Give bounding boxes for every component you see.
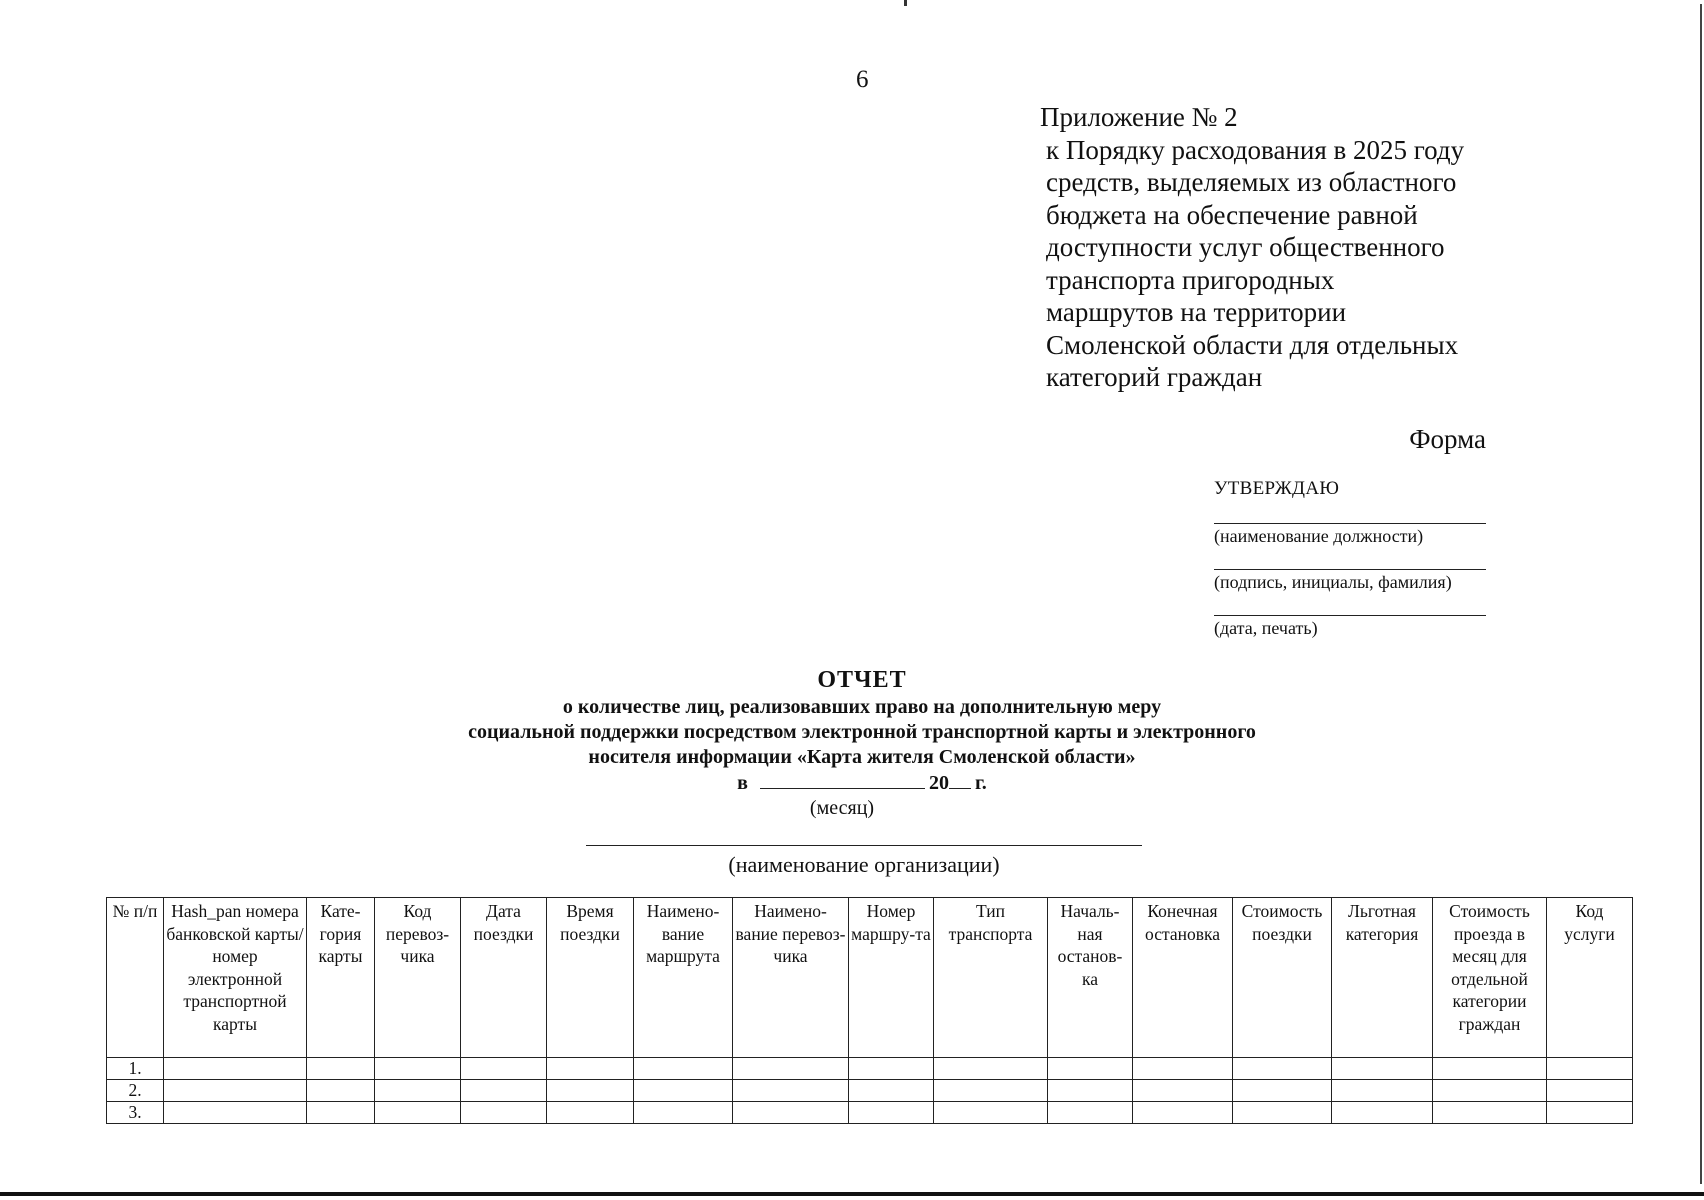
column-header: Тип транспорта (934, 898, 1048, 1058)
scan-edge-right (1700, 4, 1702, 1184)
report-period (380, 770, 1344, 796)
appendix-line: бюджета на обеспечение равной (1046, 199, 1418, 230)
column-header: Началь-ная останов-ка (1048, 898, 1133, 1058)
date-caption: (дата, печать) (1214, 618, 1318, 638)
table-row (107, 1058, 1633, 1080)
table-cell (1048, 1058, 1133, 1080)
month-blank (760, 770, 925, 789)
table-cell (461, 1058, 547, 1080)
table-header-row (107, 898, 1633, 1058)
date-line (1214, 615, 1486, 616)
month-caption: (месяц) (809, 797, 875, 819)
column-header: Наимено-вание маршрута (634, 898, 733, 1058)
table-cell (547, 1080, 634, 1102)
table-cell (1233, 1102, 1332, 1124)
row-number: 2. (107, 1080, 164, 1102)
table-cell (934, 1102, 1048, 1124)
period-prefix: в (737, 772, 748, 794)
table-cell (1048, 1080, 1133, 1102)
table-cell (934, 1058, 1048, 1080)
column-header: Дата поездки (461, 898, 547, 1058)
table-cell (375, 1058, 461, 1080)
column-header: Код перевоз-чика (375, 898, 461, 1058)
signature-line (1214, 569, 1486, 570)
table-cell (1433, 1102, 1547, 1124)
appendix-line: транспорта пригородных (1046, 264, 1335, 295)
row-number: 3. (107, 1102, 164, 1124)
table-cell (849, 1080, 934, 1102)
organization-line (586, 845, 1142, 846)
table-cell (1133, 1102, 1233, 1124)
appendix-line: средств, выделяемых из областного (1046, 167, 1457, 197)
table-cell (461, 1080, 547, 1102)
row-number: 1. (107, 1058, 164, 1080)
column-header: Конечная остановка (1133, 898, 1233, 1058)
scan-edge-bottom (0, 1192, 1704, 1196)
column-header: Стоимость поездки (1233, 898, 1332, 1058)
table-cell (1332, 1080, 1433, 1102)
table-cell (375, 1080, 461, 1102)
report-subtitle-line: социальной поддержки посредством электронной транспортной карты и электронного (468, 721, 1256, 743)
table-row (107, 1080, 1633, 1102)
appendix-line: к Порядку расходования в 2025 году (1046, 134, 1465, 165)
table-cell (849, 1058, 934, 1080)
table-cell (934, 1080, 1048, 1102)
table-cell (849, 1102, 934, 1124)
organization-caption: (наименование организации) (728, 852, 1000, 877)
table-cell (547, 1102, 634, 1124)
table-cell (1133, 1058, 1233, 1080)
table-cell (375, 1102, 461, 1124)
column-header: Льготная категория (1332, 898, 1433, 1058)
table-cell (1547, 1102, 1633, 1124)
table-cell (1233, 1080, 1332, 1102)
table-cell (307, 1058, 375, 1080)
table-row (107, 1102, 1633, 1124)
report-subtitle-line: носителя информации «Карта жителя Смоленской области» (588, 746, 1136, 768)
table-cell (634, 1058, 733, 1080)
column-header: Стоимость проезда в месяц для отдельной категории граждан (1433, 898, 1547, 1058)
report-subtitle-line: о количестве лиц, реализовавших право на дополнительную меру (562, 696, 1162, 718)
column-header: Время поездки (547, 898, 634, 1058)
table-cell (634, 1080, 733, 1102)
scan-mark (904, 0, 907, 6)
table-cell (1547, 1058, 1633, 1080)
table-cell (1433, 1058, 1547, 1080)
report-table (106, 897, 1633, 1124)
appendix-line: маршрутов на территории (1046, 297, 1347, 327)
table-cell (1547, 1080, 1633, 1102)
table-cell (1433, 1080, 1547, 1102)
appendix-line: Смоленской области для отдельных (1046, 329, 1459, 360)
table-cell (1233, 1058, 1332, 1080)
approval-heading: УТВЕРЖДАЮ (1214, 478, 1340, 499)
table-cell (1048, 1102, 1133, 1124)
appendix-block (1040, 101, 1560, 394)
appendix-line: доступности услуг общественного (1046, 232, 1445, 262)
position-caption: (наименование должности) (1214, 526, 1424, 546)
column-header: Наимено-вание перевоз-чика (733, 898, 849, 1058)
table-cell (307, 1080, 375, 1102)
column-header: Кате-гория карты (307, 898, 375, 1058)
column-header: Hash_pan номера банковской карты/номер электронной транспортной карты (164, 898, 307, 1058)
column-header: № п/п (107, 898, 164, 1058)
period-year: 20 (928, 772, 949, 794)
table-cell (164, 1058, 307, 1080)
table-cell (461, 1102, 547, 1124)
appendix-title: Приложение № 2 (1040, 102, 1238, 132)
table-cell (547, 1058, 634, 1080)
table-cell (733, 1080, 849, 1102)
position-line (1214, 523, 1486, 524)
table-cell (1332, 1102, 1433, 1124)
appendix-line: категорий граждан (1046, 362, 1263, 392)
table-cell (733, 1058, 849, 1080)
form-label: Форма (1409, 424, 1486, 454)
column-header: Код услуги (1547, 898, 1633, 1058)
table-cell (1133, 1080, 1233, 1102)
table-cell (164, 1080, 307, 1102)
period-suffix: г. (974, 772, 987, 794)
year-blank (949, 770, 971, 789)
table-cell (634, 1102, 733, 1124)
table-cell (733, 1102, 849, 1124)
table-cell (1332, 1058, 1433, 1080)
table-cell (164, 1102, 307, 1124)
report-title-block (380, 665, 1344, 796)
page-number: 6 (856, 66, 869, 93)
signature-caption: (подпись, инициалы, фамилия) (1214, 572, 1452, 592)
table-cell (307, 1102, 375, 1124)
column-header: Номер маршру-та (849, 898, 934, 1058)
report-title: ОТЧЕТ (817, 667, 907, 693)
